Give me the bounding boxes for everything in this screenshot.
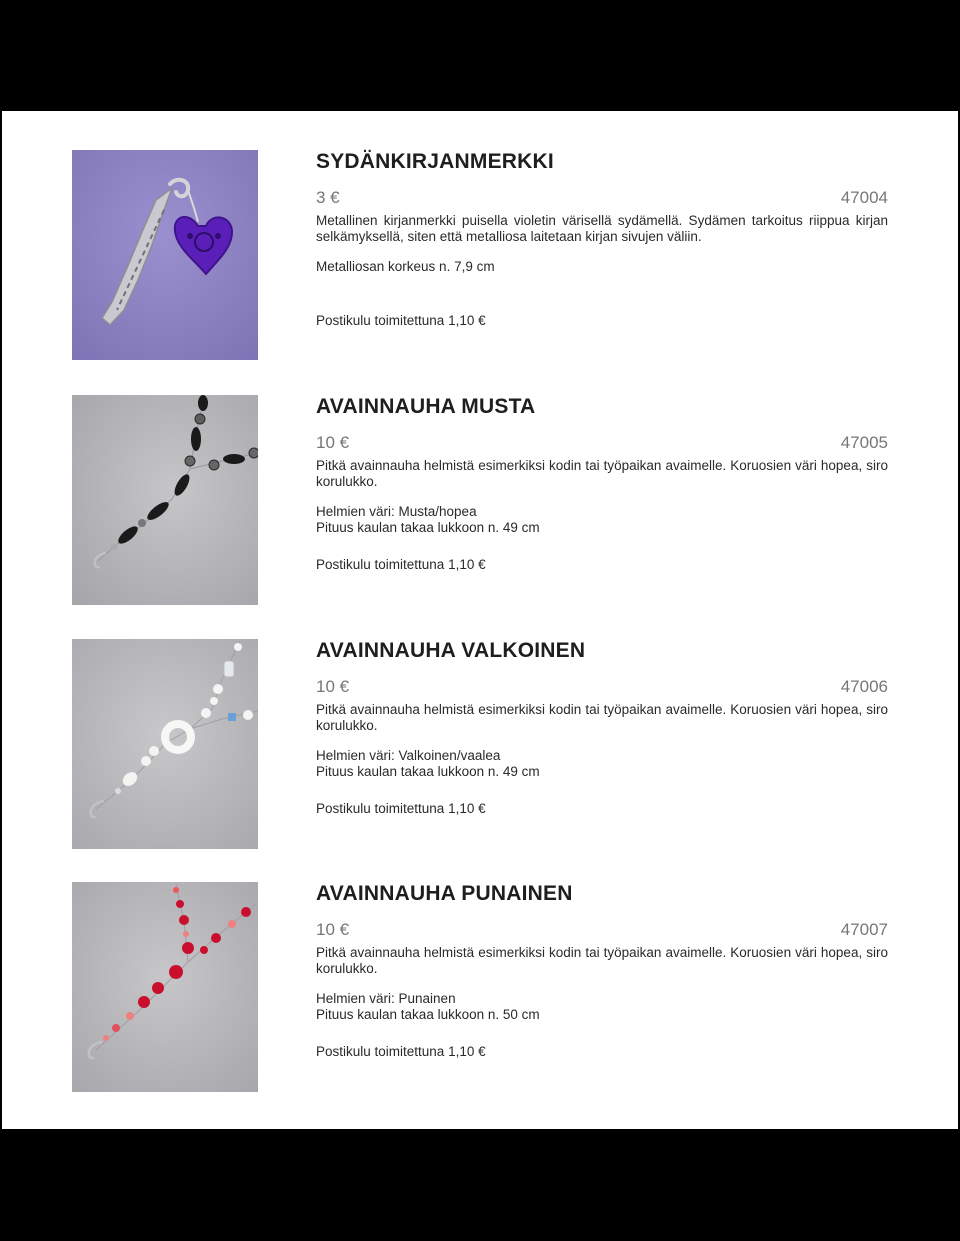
product-detail: Pituus kaulan takaa lukkoon n. 50 cm bbox=[316, 1007, 540, 1022]
product-shipping: Postikulu toimitettuna 1,10 € bbox=[316, 1044, 486, 1059]
white-bead-lanyard-photo bbox=[72, 639, 258, 849]
product-price: 10 € bbox=[316, 677, 350, 696]
product-detail: Pituus kaulan takaa lukkoon n. 49 cm bbox=[316, 764, 540, 779]
product-title: SYDÄNKIRJANMERKKI bbox=[316, 150, 554, 173]
product-title: AVAINNAUHA VALKOINEN bbox=[316, 639, 586, 662]
product-code: 47005 bbox=[840, 433, 888, 452]
product-detail: Helmien väri: Musta/hopea bbox=[316, 504, 477, 519]
product-detail: Helmien väri: Punainen bbox=[316, 991, 456, 1006]
red-bead-lanyard-photo bbox=[72, 882, 258, 1092]
catalog-page bbox=[2, 111, 958, 1129]
product-47004 bbox=[2, 150, 958, 362]
product-shipping: Postikulu toimitettuna 1,10 € bbox=[316, 557, 486, 572]
product-shipping: Postikulu toimitettuna 1,10 € bbox=[316, 801, 486, 816]
product-price: 10 € bbox=[316, 920, 350, 939]
product-detail: Pituus kaulan takaa lukkoon n. 49 cm bbox=[316, 520, 540, 535]
product-price: 10 € bbox=[316, 433, 350, 452]
product-code: 47007 bbox=[840, 920, 888, 939]
product-description: Pitkä avainnauha helmistä esimerkiksi kodin tai työpaikan avaimelle. Koruosien väri hopea, siro korulukko. bbox=[316, 945, 888, 976]
product-description: Metallinen kirjanmerkki puisella violetin värisellä sydämellä. Sydämen tarkoitus riippua kirjan selkämyksellä, siten että metalliosa laitetaan kirjan sivujen väliin. bbox=[316, 213, 888, 244]
product-title: AVAINNAUHA MUSTA bbox=[316, 395, 536, 418]
product-title: AVAINNAUHA PUNAINEN bbox=[316, 882, 573, 905]
product-47006 bbox=[2, 639, 958, 851]
product-code: 47004 bbox=[840, 188, 888, 207]
red-bead-lanyard-photo-svg bbox=[72, 882, 258, 1092]
black-bead-lanyard-photo bbox=[72, 395, 258, 605]
product-description: Pitkä avainnauha helmistä esimerkiksi kodin tai työpaikan avaimelle. Koruosien väri hopea, siro korulukko. bbox=[316, 702, 888, 733]
product-detail: Helmien väri: Valkoinen/vaalea bbox=[316, 748, 501, 763]
product-detail: Metalliosan korkeus n. 7,9 cm bbox=[316, 259, 495, 274]
product-47005 bbox=[2, 395, 958, 607]
bookmark-heart-photo bbox=[72, 150, 258, 360]
product-shipping: Postikulu toimitettuna 1,10 € bbox=[316, 313, 486, 328]
product-code: 47006 bbox=[840, 677, 888, 696]
product-47007 bbox=[2, 882, 958, 1094]
bookmark-heart-photo-svg bbox=[72, 150, 258, 360]
white-bead-lanyard-photo-svg bbox=[72, 639, 258, 849]
black-bead-lanyard-photo-svg bbox=[72, 395, 258, 605]
product-price: 3 € bbox=[316, 188, 340, 207]
product-description: Pitkä avainnauha helmistä esimerkiksi kodin tai työpaikan avaimelle. Koruosien väri hopea, siro korulukko. bbox=[316, 458, 888, 489]
